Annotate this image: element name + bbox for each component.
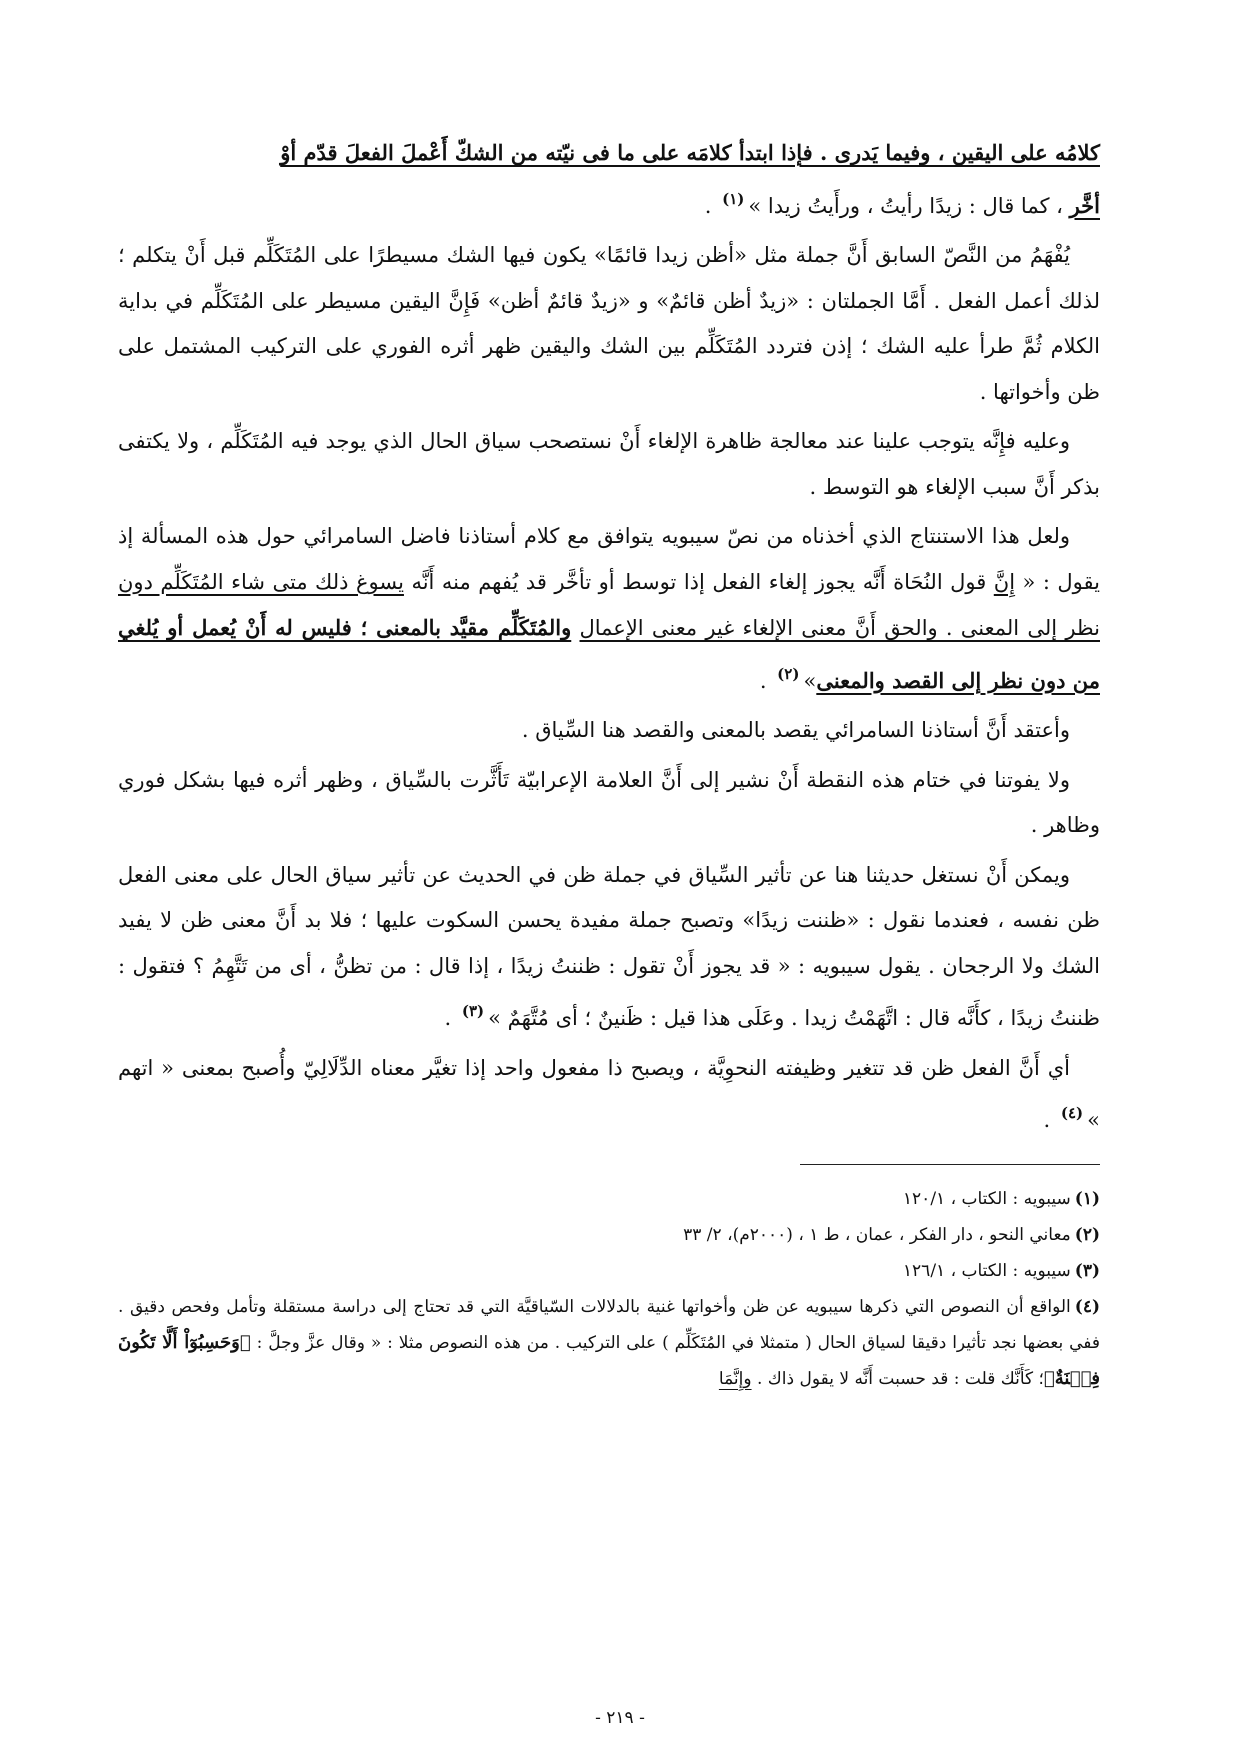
paragraph-4-bold-quote: والمُتَكَلِّم مقيَّد بالمعنى ؛ فليس له أَنْ يُعمل أو يُلغي من دون نظر إلى القصد والمعنى xyxy=(118,615,1100,693)
paragraph-4 xyxy=(118,514,1100,704)
page-content xyxy=(118,130,1100,1397)
paragraph-2: يُفْهَمُ من النَّصّ السابق أَنَّ جملة مثل «أظن زيدا قائمًا» يكون فيها الشك مسيطرًا على المُتَكَلِّم قبل أَنْ يتكلم ؛ لذلك أعمل الفعل . أَمَّا الجملتان : «زيدٌ أظن قائمٌ» و «زيدٌ قائمٌ أظن» فَإِنَّ اليقين مسيطر على المُتَكَلِّم في بداية الكلام ثُمَّ طرأ عليه الشك ؛ إذن فتردد المُتَكَلِّم بين الشك واليقين ظهر أثره الفوري على التركيب المشتمل على ظن وأخواتها . xyxy=(118,243,1100,404)
paragraph-7-text: ويمكن أَنْ نستغل حديثنا هنا عن تأثير السِّياق في جملة ظن في الحديث عن تأثير سياق الحال على معنى الفعل ظن نفسه ، فعندما نقول : «ظننت زيدًا» وتصبح جملة مفيدة يحسن السكوت عليها ؛ فلا بد أَنَّ معنى ظن لا يفيد الشك ولا الرجحان . يقول سيبويه : « قد يجوز أَنْ تقول : ظننتُ زيدًا ، إذا قال : من تظنُّ ، أى من تَتَّهِمُ ؟ فتقول : ظننتُ زيدًا ، كأَنَّه قال : اتَّهَمْتُ زيدا . وعَلَى هذا قيل : ظَنينٌ ؛ أى مُتَّهَمٌ » xyxy=(118,862,1100,1030)
footnote-number: (٢) xyxy=(1074,1224,1100,1245)
paragraph-7-end: . xyxy=(444,1006,458,1030)
page-number: - ٢١٩ - xyxy=(595,1708,645,1728)
footnote-last-word: وإِنَّمَا xyxy=(718,1368,752,1389)
footnote-number: (٣) xyxy=(1074,1260,1100,1281)
footnote-3 xyxy=(118,1253,1100,1289)
paragraph-1-underlined-word: أخَّر xyxy=(1069,192,1100,218)
footnote-number: (١) xyxy=(1074,1188,1100,1209)
paragraph-4-underlined-quote: يسوغ ذلك متى شاء المُتَكَلِّم دون نظر إلى المعنى . والحق أَنَّ معنى الإلغاء غير معنى الإعمال xyxy=(118,569,1100,640)
quran-verse: ﴿وَحَسِبُوٓاْ أَلَّا تَكُونَ فِتۡنَةٌ﴾ xyxy=(118,1331,1100,1389)
paragraph-4-end: . xyxy=(759,668,774,693)
footnote-number: (٤) xyxy=(1074,1296,1100,1317)
footnote-text: سيبويه : الكتاب ، ١٢٦/١ xyxy=(902,1260,1071,1281)
paragraph-3: وعليه فإِنَّه يتوجب علينا عند معالجة ظاهرة الإلغاء أَنْ نستصحب سياق الحال الذي يوجد فيه المُتَكَلِّم ، ولا يكتفى بذكر أَنَّ سبب الإلغاء هو التوسط . xyxy=(118,429,1100,499)
paragraph-8-text: أي أَنَّ الفعل ظن قد تتغير وظيفته النحوِيَّة ، ويصبح ذا مفعول واحد إذا تغيَّر معناه الدِّلَالِيّ وأُصبح بمعنى « اتهم » xyxy=(118,1055,1100,1132)
footnote-ref-2[interactable]: (٢) xyxy=(777,664,800,683)
paragraph-8 xyxy=(118,1046,1100,1144)
footnote-2 xyxy=(118,1217,1100,1253)
footnote-1 xyxy=(118,1181,1100,1217)
footnote-4 xyxy=(118,1289,1100,1397)
paragraph-1 xyxy=(118,130,1100,229)
paragraph-5: وأعتقد أَنَّ أستاذنا السامرائي يقصد بالمعنى والقصد هنا السِّياق . xyxy=(521,718,1070,742)
paragraph-6: ولا يفوتنا في ختام هذه النقطة أَنْ نشير إلى أَنَّ العلامة الإعرابيّة تَأَثَّرت بالسِّياق ، وظهر أثره فيها بشكل فوري وظاهر . xyxy=(118,767,1100,837)
paragraph-4-underlined-word: إِنَّ xyxy=(993,569,1016,594)
footnote-text: الواقع أن النصوص التي ذكرها سيبويه عن ظن وأخواتها غنية بالدلالات السّياقيَّة التي قد تحتاج إلى دراسة مستقلة وتأمل وفحص دقيق . ففي بعضها نجد تأثيرا دقيقا لسياق الحال ( متمثلا في المُتَكَلِّم ) على التركيب . من هذه النصوص مثلا : « وقال عزَّ وجلَّ : xyxy=(118,1296,1100,1353)
paragraph-1-text: ، كما قال : زيدًا رأيتُ ، ورأَيتُ زيدا » xyxy=(748,193,1070,218)
footnote-separator xyxy=(800,1164,1100,1165)
paragraph-7 xyxy=(118,853,1100,1042)
paragraph-1-line-1: كلامُه على اليقين ، وفيما يَدرى . فإذا ابتدأ كلامَه على ما فى نيّته من الشكّ أَعْملَ الفعلَ قدّم أوْ xyxy=(280,140,1100,165)
paragraph-1-end: . xyxy=(704,193,719,218)
paragraph-8-end: . xyxy=(1043,1108,1057,1132)
footnote-text: معاني النحو ، دار الفكر ، عمان ، ط ١ ، (٢٠٠٠م)، ٢/ ٣٣ xyxy=(683,1224,1071,1245)
paragraph-4-start: ولعل هذا الاستنتاج الذي أخذناه من نصّ سيبويه يتوافق مع كلام أستاذنا فاضل السامرائي حول هذه المسألة إذ يقول : « xyxy=(118,524,1101,594)
footnote-ref-4[interactable]: (٤) xyxy=(1060,1104,1084,1122)
footnote-text-continued: ؛ كَأَنَّك قلت : قد حسبت أَنَّه لا يقول ذاك . xyxy=(751,1368,1044,1389)
footnote-ref-3[interactable]: (٣) xyxy=(461,1002,485,1020)
paragraph-4-close-quote: » xyxy=(803,668,817,693)
footnote-text: سيبويه : الكتاب ، ١٢٠/١ xyxy=(902,1188,1071,1209)
paragraph-4-middle: قول النُحَاة أَنَّه يجوز إلغاء الفعل إذا توسط أو تأخَّر قد يُفهم منه أَنَّه xyxy=(403,569,994,594)
footnote-ref-1[interactable]: (١) xyxy=(722,189,745,208)
